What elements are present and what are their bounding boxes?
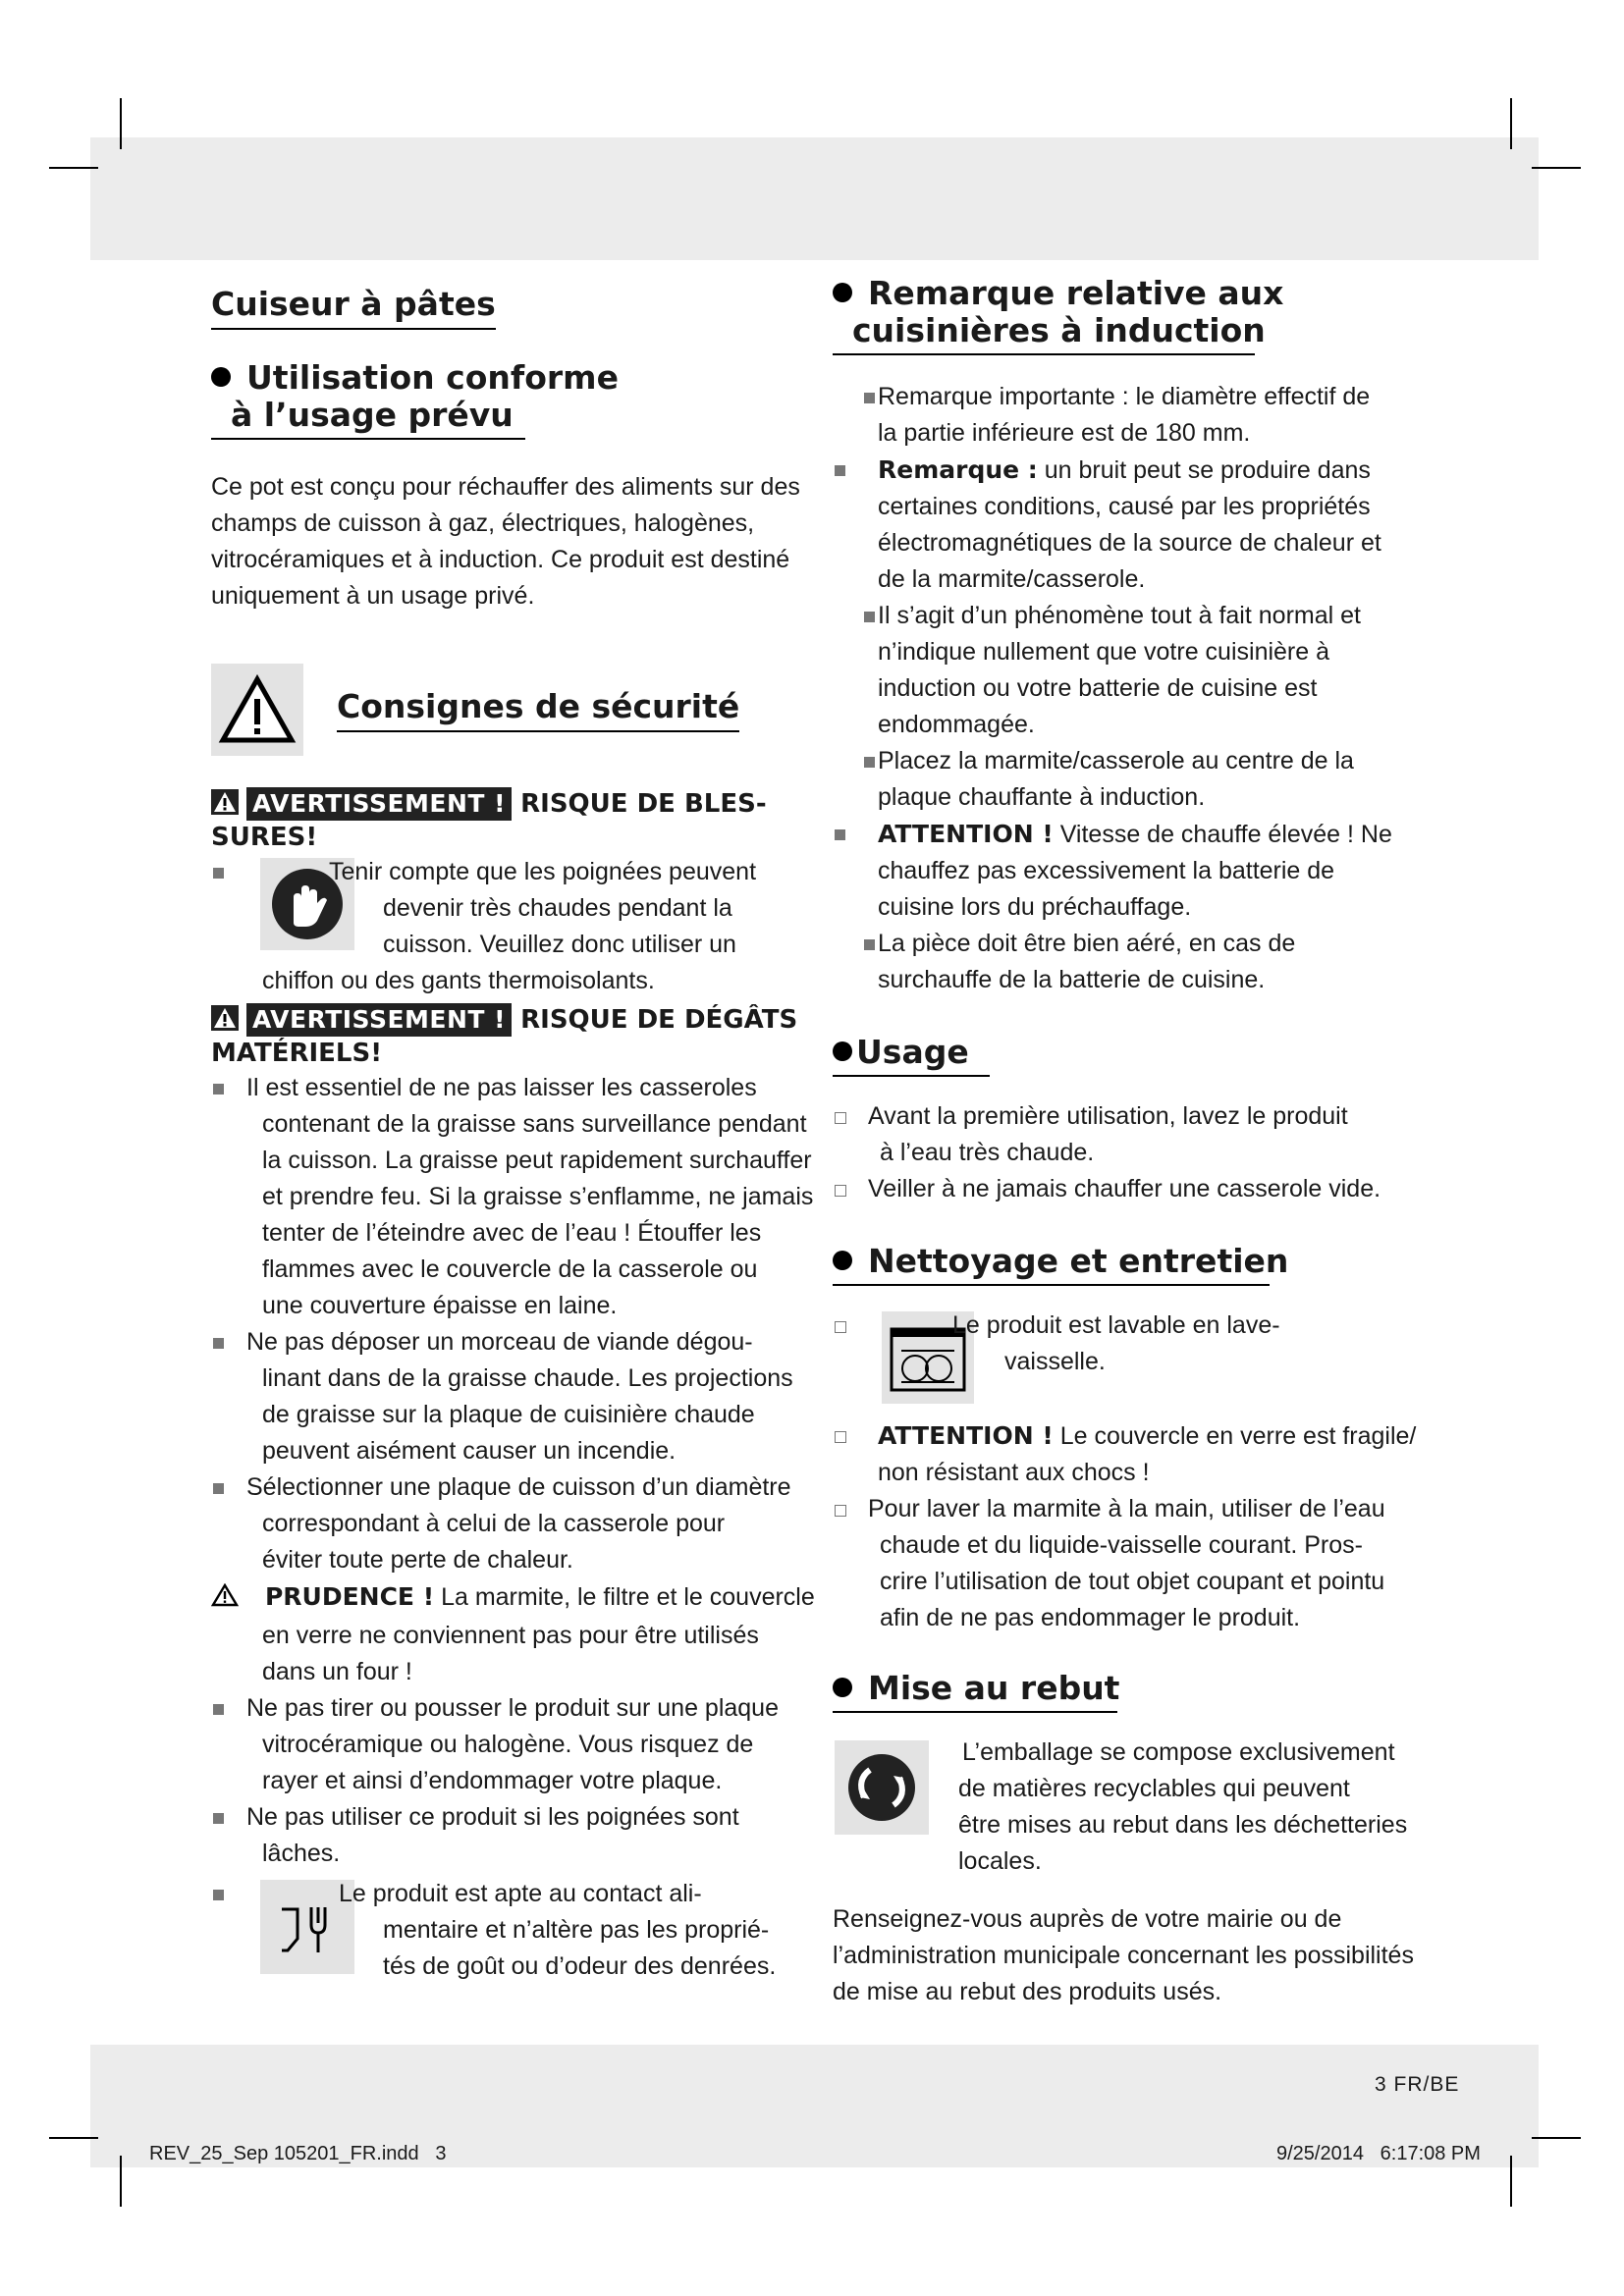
recycling-item: L’emballage se compose exclusivement de matières recyclables qui peuvent être mises au rebut dans les déchetteries locales.: [833, 1735, 1441, 1892]
right-column: [833, 275, 1441, 2010]
caution-triangle-icon: [211, 1581, 243, 1618]
list-item: Avant la première utilisation, lavez le produit à l’eau très chaude.: [868, 1102, 1348, 1166]
caution-item: PRUDENCE ! La marmite, le filtre et le couvercle en verre ne conviennent pas pour être utilisés dans un four !: [211, 1578, 820, 1690]
warning-icon: [211, 789, 239, 815]
bullet-dot-icon: [833, 283, 852, 302]
list-item: Veiller à ne jamais chauffer une casserole vide.: [868, 1175, 1381, 1202]
usage-section: [833, 1034, 1441, 1207]
warning-triangle-icon: [211, 664, 303, 756]
list-item: La pièce doit être bien aéré, en cas de surchauffe de la batterie de cuisine.: [878, 930, 1296, 993]
crop-mark: [120, 98, 122, 149]
list-item: Sélectionner une plaque de cuisson d’un diamètre correspondant à celui de la casserole pour éviter toute perte de chaleur.: [246, 1473, 791, 1574]
crop-mark: [49, 167, 98, 169]
safety-section-header: [211, 664, 820, 762]
intended-use-section: [211, 359, 820, 614]
induction-list: [833, 379, 1441, 998]
list-item: Il s’agit d’un phénomène tout à fait normal et n’indique nullement que votre cuisinière à induction ou votre batterie de cuisine est endommagée.: [878, 602, 1361, 738]
heading-rule: [833, 353, 1255, 355]
bullet-dot-icon: [833, 1041, 852, 1061]
list-item: ATTENTION ! Vitesse de chauffe élevée ! Ne chauffez pas excessivement la batterie de cuisine lors du préchauffage.: [878, 820, 1392, 921]
list-item: Ne pas déposer un morceau de viande dégou- linant dans de la graisse chaude. Les projections de graisse sur la plaque de cuisinière chaude peuvent aisément causer un incendie.: [246, 1328, 793, 1465]
warning-badge: AVERTISSEMENT !: [246, 1003, 512, 1037]
cleaning-heading: Nettoyage et entretien: [833, 1243, 1288, 1286]
warning-badge: AVERTISSEMENT !: [246, 787, 512, 821]
footer-filename: REV_25_Sep 105201_FR.indd 3: [149, 2143, 447, 2164]
bullet-dot-icon: [211, 367, 231, 387]
list-item: Pour laver la marmite à la main, utiliser de l’eau chaude et du liquide-vaisselle courant. Pros- crire l’utilisation de tout objet coupant et pointu afin de ne pas endommager le produit.: [868, 1495, 1385, 1631]
warning-damage: AVERTISSEMENT ! RISQUE DE DÉGÂTS MATÉRIELS!: [211, 1005, 798, 1068]
usage-heading: Usage: [833, 1034, 990, 1077]
dishwasher-item: Le produit est lavable en lave- vaisselle.: [833, 1308, 1441, 1417]
disposal-text: Renseignez-vous auprès de votre mairie ou de l’administration municipale concernant les possibilités de mise au rebut des produits usés.: [833, 1905, 1414, 2005]
crop-mark: [1510, 98, 1512, 149]
heading-rule: [833, 1711, 1117, 1713]
safety-heading: Consignes de sécurité: [337, 687, 739, 732]
intended-use-text: Ce pot est conçu pour réchauffer des aliments sur des champs de cuisson à gaz, électriques, halogènes, vitrocéramiques et à induction. Ce produit est destiné uniquement à un usage privé.: [211, 473, 800, 610]
induction-heading: Remarque relative aux cuisinières à induction: [833, 275, 1283, 355]
header-band: [90, 137, 1539, 260]
crop-mark: [1510, 2156, 1512, 2207]
recycling-icon: [835, 1740, 929, 1835]
list-item: Remarque : un bruit peut se produire dans certaines conditions, causé par les propriétés électromagnétiques de la source de chaleur et de la marmite/casserole.: [878, 455, 1381, 593]
crop-mark: [1532, 2137, 1581, 2139]
glove-item: Tenir compte que les poignées peuvent devenir très chaudes pendant la cuisson. Veuillez donc utiliser un chiffon ou des gants thermoisolants.: [262, 858, 757, 994]
warning-icon: [211, 1005, 239, 1031]
heading-rule: [833, 1075, 990, 1077]
heading-rule: [211, 438, 525, 440]
list-item: ATTENTION ! Le couvercle en verre est fragile/ non résistant aux chocs !: [878, 1421, 1417, 1486]
heading-rule: [833, 1284, 1270, 1286]
bullet-dot-icon: [833, 1678, 852, 1697]
cleaning-section: [833, 1243, 1441, 1636]
crop-mark: [1532, 167, 1581, 169]
food-contact-item: Le produit est apte au contact ali- mentaire et n’altère pas les proprié- tés de goût ou d’odeur des denrées.: [211, 1876, 820, 1994]
page-number: 3 FR/BE: [1375, 2073, 1460, 2096]
list-item: Il est essentiel de ne pas laisser les casseroles contenant de la graisse sans surveillance pendant la cuisson. La graisse peut rapidement surchauffer et prendre feu. Si la graisse s’enflamme, ne jamais tenter de l’éteindre avec de l’eau ! Étouffer les flammes avec le couvercle de la casserole ou une couverture épaisse en laine.: [246, 1074, 814, 1319]
footer-timestamp: 9/25/2014 6:17:08 PM: [1276, 2143, 1481, 2164]
page-title: Cuiseur à pâtes: [211, 285, 496, 330]
list-item: Placez la marmite/casserole au centre de la plaque chauffante à induction.: [878, 747, 1354, 811]
crop-mark: [120, 2156, 122, 2207]
disposal-section: [833, 1670, 1441, 2010]
safety-list: [211, 1070, 820, 1872]
crop-mark: [49, 2137, 98, 2139]
disposal-heading: Mise au rebut: [833, 1670, 1119, 1713]
bullet-dot-icon: [833, 1251, 852, 1270]
left-column: [211, 285, 820, 1994]
warning-injury: AVERTISSEMENT ! RISQUE DE BLES- SURES!: [211, 789, 767, 852]
list-item: Ne pas utiliser ce produit si les poignées sont lâches.: [246, 1803, 739, 1867]
intended-use-heading: Utilisation conforme à l’usage prévu: [211, 359, 619, 440]
list-item: Remarque importante : le diamètre effectif de la partie inférieure est de 180 mm.: [878, 383, 1371, 447]
list-item: Ne pas tirer ou pousser le produit sur une plaque vitrocéramique ou halogène. Vous risquez de rayer et ainsi d’endommager votre plaque.: [246, 1694, 779, 1794]
